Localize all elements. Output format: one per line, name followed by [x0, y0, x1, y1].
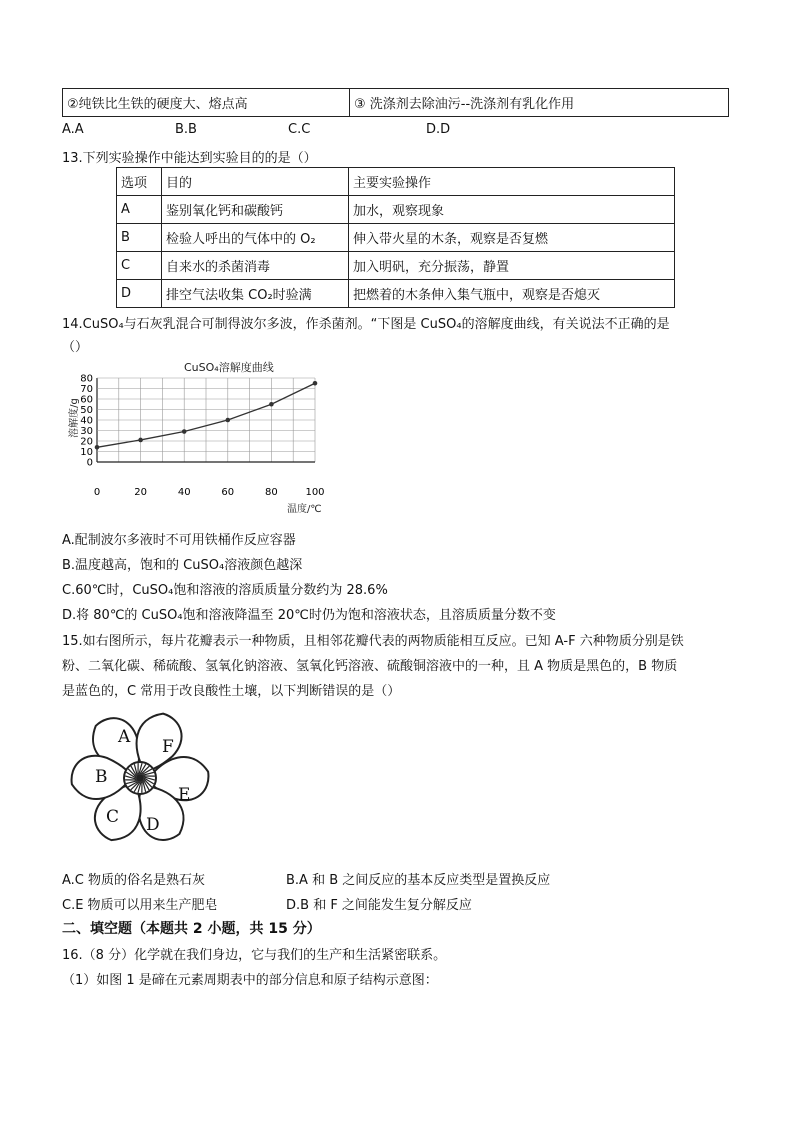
petal-label-d: D	[146, 815, 160, 835]
x-tick-label: 100	[305, 487, 325, 498]
q12-option-a: A.A	[62, 122, 84, 137]
table-cell: D	[117, 280, 162, 308]
table-cell: 伸入带火星的木条，观察是否复燃	[349, 224, 675, 252]
q15-option-c: C.E 物质可以用来生产肥皂	[62, 898, 218, 913]
y-tick-label: 10	[80, 447, 93, 458]
flower-diagram	[62, 706, 222, 856]
q15-option-d: D.B 和 F 之间能发生复分解反应	[286, 898, 472, 913]
table-cell: B	[117, 224, 162, 252]
q15-option-b: B.A 和 B 之间反应的基本反应类型是置换反应	[286, 873, 551, 888]
petal-label-f: F	[162, 737, 174, 757]
table-row	[117, 224, 675, 252]
q14-stem-line2: （）	[62, 340, 89, 355]
data-point	[269, 402, 274, 407]
chart-xlabel: 温度/℃	[287, 504, 322, 515]
y-tick-label: 0	[86, 457, 93, 469]
q15-stem-line2: 粉、二氧化碳、稀硫酸、氢氧化钠溶液、氢氧化钙溶液、硫酸铜溶液中的一种，且 A 物质是黑色的，B 物质	[62, 659, 678, 674]
q14-option-a: A.配制波尔多液时不可用铁桶作反应容器	[62, 533, 296, 548]
table-cell: 检验人呼出的气体中的 O₂	[162, 224, 349, 252]
q15-stem-line3: 是蓝色的，C 常用于改良酸性土壤，以下判断错误的是（）	[62, 684, 401, 699]
petal-label-b: B	[95, 767, 108, 787]
q16-stem: 16.（8 分）化学就在我们身边，它与我们的生产和生活紧密联系。	[62, 948, 447, 963]
q12-option-d: D.D	[426, 122, 451, 137]
y-tick-label: 40	[80, 415, 93, 427]
data-point	[95, 445, 100, 450]
y-tick-label: 20	[80, 436, 93, 448]
table-row	[63, 89, 729, 117]
data-point	[226, 418, 231, 423]
q12-cell-left: ②纯铁比生铁的硬度大、熔点高	[63, 89, 350, 117]
data-point	[138, 438, 143, 443]
table-cell: 把燃着的木条伸入集气瓶中，观察是否熄灭	[349, 280, 675, 308]
x-tick-label: 80	[265, 487, 278, 498]
x-tick-label: 60	[221, 487, 235, 498]
table-row	[117, 252, 675, 280]
y-tick-label: 50	[80, 405, 93, 416]
table-cell: C	[117, 252, 162, 280]
section-title: 二、填空题（本题共 2 小题，共 15 分）	[62, 921, 321, 937]
q14-option-c: C.60℃时，CuSO₄饱和溶液的溶质质量分数约为 28.6%	[62, 583, 388, 598]
petal-label-e: E	[178, 785, 191, 805]
table-row	[117, 196, 675, 224]
q14-option-d: D.将 80℃的 CuSO₄饱和溶液降温至 20℃时仍为饱和溶液状态，且溶质质量分数不变	[62, 608, 556, 623]
q13-header-goal: 目的	[162, 168, 349, 196]
table-row	[117, 280, 675, 308]
y-tick-label: 60	[80, 394, 93, 406]
data-point	[182, 429, 187, 434]
q14-option-b: B.温度越高，饱和的 CuSO₄溶液颜色越深	[62, 558, 303, 573]
table-cell: 加水，观察现象	[349, 196, 675, 224]
y-tick-label: 80	[80, 373, 93, 385]
petal-label-c: C	[106, 807, 120, 827]
q12-option-c: C.C	[288, 122, 311, 137]
q15-stem-line1: 15.如右图所示，每片花瓣表示一种物质，且相邻花瓣代表的两物质能相互反应。已知 A-F 六种物质分别是铁	[62, 634, 684, 649]
y-tick-label: 30	[80, 426, 93, 437]
q16-part1: （1）如图 1 是碲在元素周期表中的部分信息和原子结构示意图：	[62, 973, 438, 988]
data-point	[313, 381, 318, 386]
flower-center	[124, 762, 156, 794]
table-cell: 自来水的杀菌消毒	[162, 252, 349, 280]
q13-stem: 13.下列实验操作中能达到实验目的的是（）	[62, 151, 317, 166]
q13-header-option: 选项	[117, 168, 162, 196]
x-tick-label: 0	[93, 487, 101, 498]
q12-option-b: B.B	[175, 122, 197, 137]
table-cell: 鉴别氧化钙和碳酸钙	[162, 196, 349, 224]
table-cell: A	[117, 196, 162, 224]
chart-title: CuSO₄溶解度曲线	[184, 361, 274, 374]
q12-cell-right: ③ 洗涤剂去除油污--洗涤剂有乳化作用	[350, 89, 729, 117]
table-cell: 加入明矾，充分振荡，静置	[349, 252, 675, 280]
table-cell: 排空气法收集 CO₂时验满	[162, 280, 349, 308]
q12-table	[62, 88, 729, 117]
petal-label-a: A	[118, 727, 131, 747]
table-header-row	[117, 168, 675, 196]
solubility-chart	[62, 358, 332, 518]
q13-header-operation: 主要实验操作	[349, 168, 675, 196]
y-tick-label: 70	[80, 384, 93, 395]
x-tick-label: 20	[134, 487, 147, 498]
chart-ylabel: 溶解度/g	[69, 398, 80, 438]
q15-option-a: A.C 物质的俗名是熟石灰	[62, 873, 206, 888]
q14-stem-line1: 14.CuSO₄与石灰乳混合可制得波尔多波，作杀菌剂。“下图是 CuSO₄的溶解度曲线，有关说法不正确的是	[62, 317, 670, 332]
q13-table	[116, 167, 675, 308]
x-tick-label: 40	[177, 487, 191, 498]
